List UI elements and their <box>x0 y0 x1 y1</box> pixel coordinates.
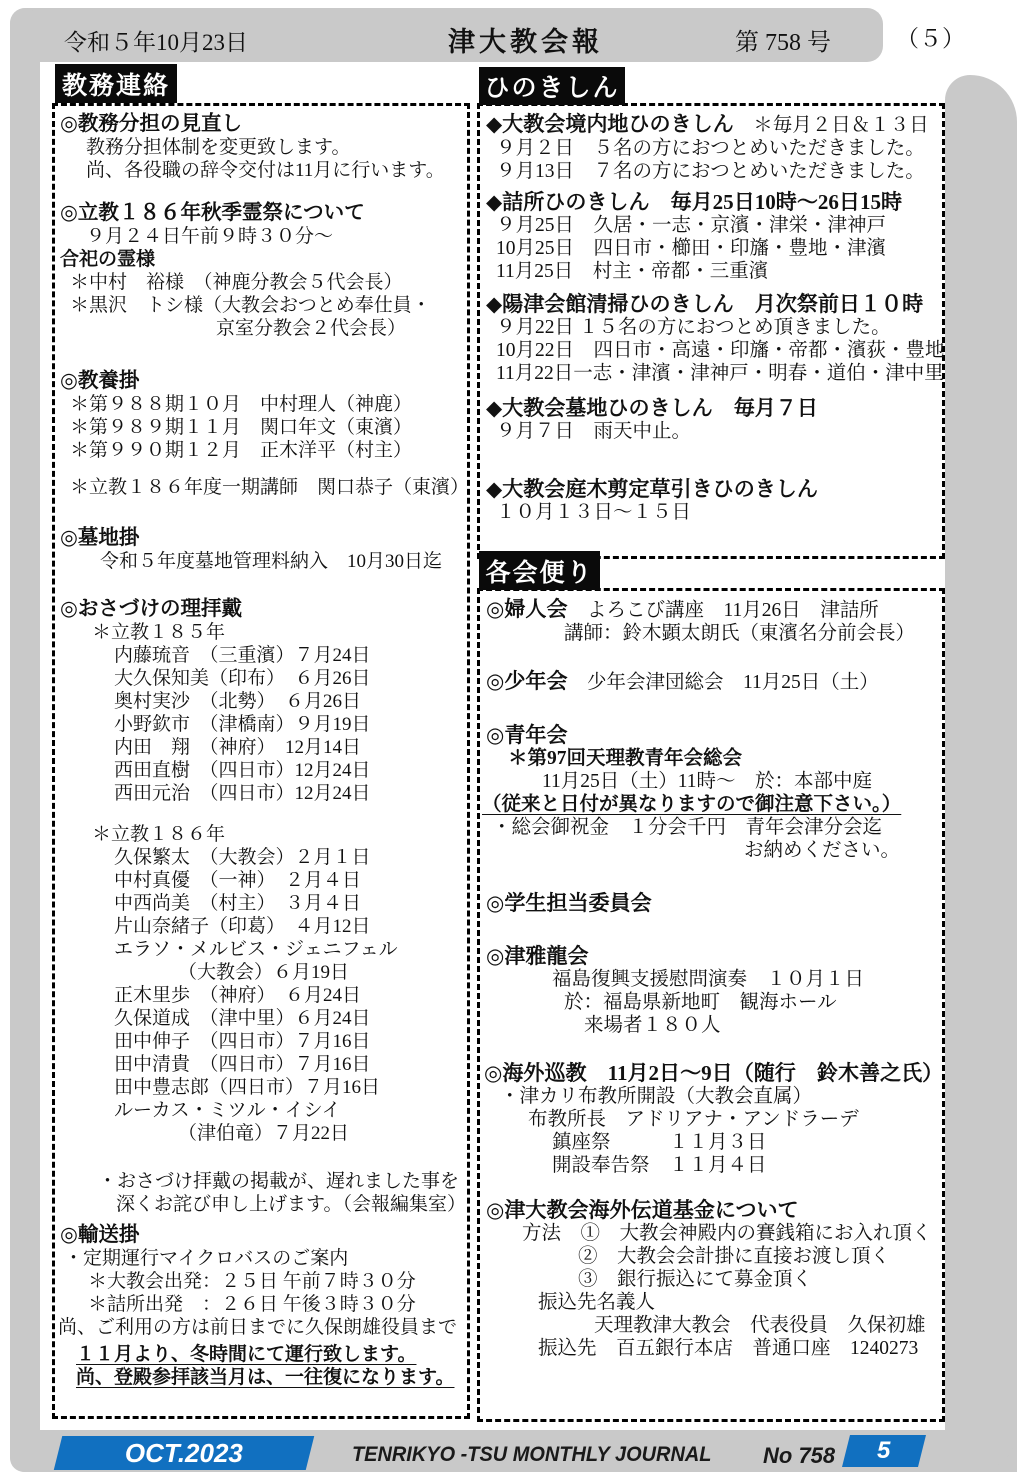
text-line: ◎教務分担の見直し <box>60 113 243 135</box>
spacer <box>482 694 938 724</box>
text-line: ◆大教会庭木剪定草引きひのきしん <box>486 477 818 501</box>
text-line: ◎婦人会 よろこび講座 11月26日 津詰所 <box>486 597 879 621</box>
kakukai-text <box>482 597 944 1360</box>
text-line: ◆陽津会館清掃ひのきしん 月次祭前日１０時 <box>486 292 924 316</box>
text-line: 中西尚美 （村主） ３月４日 <box>114 893 362 914</box>
text-line: 中村真優 （一神） ２月４日 <box>114 870 362 891</box>
text-line: 尚、各役職の辞令交付は11月に行います。 <box>86 160 445 181</box>
text-line: ＊立教１８６年 <box>92 824 226 845</box>
text-line: 10月22日 四日市・高遠・印旛・帝都・濱荻・豊地 <box>496 340 945 361</box>
text-line: ＊中村 裕様 （神鹿分教会５代会長） <box>70 272 403 293</box>
footer-page-badge <box>842 1435 926 1467</box>
text-line: ◎津大教会海外伝道基金について <box>486 1198 799 1222</box>
text-line: 来場者１８０人 <box>584 1015 721 1036</box>
text-line: ＊第97回天理教青年会総会 <box>508 748 743 769</box>
text-line: ◆大教会墓地ひのきしん 毎月７日 <box>486 396 818 420</box>
text-line: 開設奉告祭 １１月４日 <box>552 1155 767 1176</box>
newsletter-title: 津大教会報 <box>448 27 603 57</box>
text-line: ・定期運行マイクロバスのご案内 <box>64 1248 349 1269</box>
footer-month-label: OCT.2023 <box>124 1437 243 1468</box>
text-line: 布教所長 アドリアナ・アンドラーデ <box>528 1109 859 1130</box>
text-line: 尚、登殿参拝該当月は、一往復になります。 <box>76 1367 455 1388</box>
text-line: ◎墓地掛 <box>60 527 140 549</box>
spacer <box>482 1037 938 1062</box>
spacer <box>56 462 462 476</box>
text-line: ９月22日 １５名の方におつとめ頂きました。 <box>496 317 891 338</box>
text-line: ＊詰所出発 ：２６日 午後３時３０分 <box>88 1294 416 1315</box>
text-line: 田中伸子 （四日市）７月16日 <box>114 1031 371 1052</box>
text-line: 正木里歩 （神府） ６月24日 <box>114 985 362 1006</box>
text-line: 振込先名義人 <box>538 1292 656 1313</box>
spacer <box>56 1216 462 1224</box>
section-tab-kakukai: 各会便り <box>479 551 600 590</box>
footer-page-number: 5 <box>877 1437 891 1464</box>
text-line: ＊第９８９期１１月 関口年文（東濱） <box>70 417 413 438</box>
text-line: 教務分担体制を変更致します。 <box>86 137 351 158</box>
section-tab-hinokishin: ひのきしん <box>479 67 625 105</box>
text-line: ◎学生担当委員会 <box>486 891 652 915</box>
text-line: ９月２４日午前９時３０分～ <box>86 226 334 247</box>
text-line: ・津カリ布教所開設（大教会直属） <box>500 1086 813 1107</box>
text-line: 大久保知美（印布） ６月26日 <box>114 668 371 689</box>
text-line: ◆大教会境内地ひのきしん ＊毎月２日＆１３日 <box>486 112 929 136</box>
spacer <box>482 645 938 670</box>
text-line: ＊第９８８期１０月 中村理人（神鹿） <box>70 394 413 415</box>
text-line: 内田 翔 （神府） 12月14日 <box>114 737 362 758</box>
text-line: ◎おさづけの理拝戴 <box>60 598 243 620</box>
text-line: ＊大教会出発：２５日 午前７時３０分 <box>88 1271 416 1292</box>
text-line: 小野欽市 （津橋南）９月19日 <box>114 714 371 735</box>
text-line: ◎教養掛 <box>60 370 140 392</box>
text-line: ◎青年会 <box>486 723 568 747</box>
text-line: 奥村実沙 （北勢） ６月26日 <box>114 691 362 712</box>
text-line: 福島復興支援慰問演奏 １０月１日 <box>552 969 865 990</box>
text-line: 久保繁太 （大教会）２月１日 <box>114 847 371 868</box>
text-line: エラソ・メルビス・ジェニフェル <box>114 939 398 960</box>
section-tab-kyomu-renraku: 教務連絡 <box>55 64 177 103</box>
text-line: 合祀の霊様 <box>60 249 156 270</box>
text-line: 京室分教会２代会長） <box>216 318 407 339</box>
text-line: ◎津雅龍会 <box>486 944 589 968</box>
text-line: ③ 銀行振込にて募金頂く <box>578 1269 813 1290</box>
text-line: 11月25日 村主・帝都・三重濱 <box>496 261 769 282</box>
text-line: 久保道成 （津中里）６月24日 <box>114 1008 371 1029</box>
spacer <box>56 573 462 598</box>
text-line: 方法 ① 大教会神殿内の賽銭箱にお入れ頂く <box>522 1223 932 1244</box>
frame-left-strip <box>10 8 40 1472</box>
text-line: お納めください。 <box>744 840 901 861</box>
text-line: ９月13日 ７名の方におつとめいただきました。 <box>496 161 925 182</box>
text-line: ルーカス・ミツル・イシイ <box>114 1100 341 1121</box>
text-line: ◎立教１８６年秋季霊祭について <box>60 202 365 224</box>
text-line: 内藤琉音 （三重濱）７月24日 <box>114 645 371 666</box>
text-line: ＊第９９０期１２月 正木洋平（村主） <box>70 440 413 461</box>
text-line: 西田直樹 （四日市）12月24日 <box>114 760 371 781</box>
page-number-top: （５） <box>896 26 965 51</box>
footer-issue-no: No 758 <box>763 1443 836 1468</box>
text-line: ９月25日 久居・一志・京濱・津栄・津神戸 <box>496 215 887 236</box>
spacer <box>56 1145 462 1170</box>
text-line: ◎少年会 少年会津団総会 11月25日（土） <box>486 669 879 693</box>
text-line: 田中豊志郎（四日市）７月16日 <box>114 1077 381 1098</box>
spacer <box>482 1177 938 1199</box>
footer-month-badge <box>54 1436 314 1470</box>
spacer <box>56 499 462 527</box>
text-line: １０月１３日～１５日 <box>496 502 692 523</box>
spacer <box>482 862 938 892</box>
text-line: 片山奈緒子（印葛） ４月12日 <box>114 916 371 937</box>
footer-journal-title: TENRIKYO -TSU MONTHLY JOURNAL <box>352 1443 712 1466</box>
text-line: ◎海外巡教 11月2日～9日（随行 鈴木善之氏） <box>484 1061 944 1085</box>
text-line: ・おさづけ拝戴の掲載が、遅れました事を <box>98 1171 460 1192</box>
text-line: ＊立教１８６年度一期講師 関口恭子（東濱） <box>70 477 470 498</box>
text-line: 令和５年度墓地管理料納入 10月30日迄 <box>100 551 443 572</box>
text-line: ＊立教１８５年 <box>92 622 226 643</box>
spacer <box>56 182 462 202</box>
text-line: 於：福島県新地町 観海ホール <box>564 992 837 1013</box>
text-line: 11月25日（土）11時～ 於：本部中庭 <box>542 771 873 792</box>
text-line: 振込先 百五銀行本店 普通口座 1240273 <box>538 1338 919 1359</box>
kyomu-renraku-text <box>56 113 470 1389</box>
spacer <box>56 805 462 823</box>
issue-number: 第 758 号 <box>735 30 831 56</box>
text-line: 田中清貴 （四日市）７月16日 <box>114 1054 371 1075</box>
hinokishin-text <box>482 112 945 524</box>
text-line: ・総会御祝金 １分会千円 青年会津分会迄 <box>492 817 883 838</box>
text-line: ② 大教会会計掛に直接お渡し頂く <box>578 1246 891 1267</box>
text-line: （津伯竜）７月22日 <box>178 1123 350 1144</box>
text-line: 講師：鈴木顕太朗氏（東濱名分前会長） <box>564 623 916 644</box>
spacer <box>56 340 462 370</box>
text-line: ９月２日 ５名の方におつとめいただきました。 <box>496 138 925 159</box>
issue-date: 令和５年10月23日 <box>64 30 248 55</box>
text-line: 10月25日 四日市・櫛田・印旛・豊地・津濱 <box>496 238 887 259</box>
text-line: 鎮座祭 １１月３日 <box>552 1132 767 1153</box>
text-line: 11月22日一志・津濱・津神戸・明春・道伯・津中里 <box>496 363 944 384</box>
text-line: 尚、ご利用の方は前日までに久保朗雄役員まで <box>58 1317 458 1338</box>
frame-right-strip <box>945 75 1017 1472</box>
text-line: ◆詰所ひのきしん 毎月25日10時～26日15時 <box>486 190 903 214</box>
text-line: 西田元治 （四日市）12月24日 <box>114 783 371 804</box>
text-line: （大教会）６月19日 <box>178 962 350 983</box>
spacer <box>482 915 938 945</box>
text-line: 天理教津大教会 代表役員 久保初雄 <box>594 1315 926 1336</box>
text-line: ◎輸送掛 <box>60 1224 140 1246</box>
text-line: ９月７日 雨天中止。 <box>496 421 692 442</box>
text-line: １１月より、冬時間にて運行致します。 <box>76 1344 417 1365</box>
text-line: ＊黒沢 トシ様（大教会おつとめ奉仕員・ <box>70 295 431 316</box>
text-line: 深くお詫び申し上げます。（会報編集室） <box>116 1194 466 1215</box>
text-line: （従来と日付が異なりますので御注意下さい。） <box>482 794 902 815</box>
spacer <box>482 443 938 478</box>
